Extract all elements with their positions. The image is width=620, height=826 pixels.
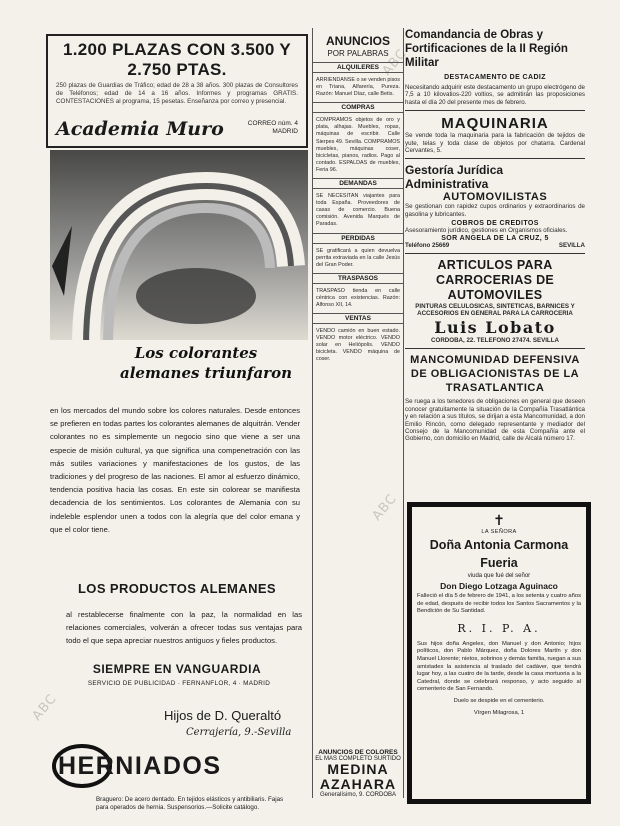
obituary-name-line2: Fueria — [480, 556, 518, 570]
academia-address-line1: CORREO núm. 4 — [247, 120, 298, 127]
section-head: COMPRAS — [313, 102, 403, 113]
section-text: SE NECESITAN viajantes para toda España. Proveedores de casas de comercio. Buena comisión. Avenida Marqués de Paradas. — [316, 193, 400, 228]
luis-lobato-brand: Luis Lobato — [434, 317, 556, 337]
gestoria-phone: Teléfono 25669 — [405, 241, 450, 249]
herniados-heading: HERNIADOS — [58, 752, 222, 780]
section-head: TRASPASOS — [313, 273, 403, 284]
section-text: SE gratificará a quien devuelva perrita extraviada en la calle Jesús del Gran Poder. — [316, 247, 400, 268]
mancomunidad-text: Se ruega a los tenedores de obligaciones en general que deseen conocer gratuitamente la situación de la Compañía Trasatlántica y en relación a sus títulos, se dirijan a esta Mancomunidad, a don Emilio Rincón, como delegado representante y mediador del Consejo de la Mancomunidad de esta Compañía ante el Gobierno, con domicilio en Madrid, calle de Alcalá número 17. — [405, 398, 585, 443]
academia-brand: Academia Muro — [56, 118, 224, 140]
art-caption-line1: Los colorantes — [134, 344, 258, 362]
gestoria-title: Gestoría Jurídica Administrativa — [405, 163, 504, 192]
abc-watermark: ABC — [29, 691, 61, 724]
obituary-viuda: viuda que fué del señor — [467, 573, 531, 579]
section-head: DEMANDAS — [313, 178, 403, 189]
obituary-label: LA SEÑORA — [481, 529, 517, 535]
medina-footer-a: ANUNCIOS DE COLORES — [318, 749, 398, 756]
gestoria-city: SEVILLA — [558, 241, 585, 249]
articulos-text: PINTURAS CELULOSICAS, SINTETICAS, BARNICES Y ACCESORIOS EN GENERAL PARA LA CARROCERIA — [415, 303, 575, 318]
academia-address — [248, 120, 298, 136]
medina-footer-c: MEDINA AZAHARA — [319, 761, 397, 792]
obituary-notice — [407, 502, 591, 804]
section-text: VENDO camión en buen estado. VENDO motor eléctrico. VENDO solar en Heliópolis. VENDO bicicleta. VENDO máquina de coser. — [316, 328, 400, 363]
classifieds-column — [312, 28, 404, 798]
divider — [405, 253, 585, 254]
comandancia-text: Necesitando adquirir este destacamento un grupo electrógeno de 7,5 a 10 kilovatios-220 voltios, se admitirán las proposiciones hasta el día 20 del presente mes de febrero. — [405, 84, 585, 106]
obituary-foot: Duelo se despide en el cementerio. — [453, 697, 545, 704]
rainbow-artwork — [46, 146, 308, 396]
gestoria-title2: AUTOMOVILISTAS — [442, 191, 548, 204]
comandancia-subtitle: DESTACAMENTO DE CADIZ — [444, 74, 546, 81]
academia-muro-ad — [46, 34, 308, 148]
medina-azahara-ad — [313, 749, 403, 798]
obituary-husband: Don Diego Lotzaga Aguinaco — [440, 581, 558, 591]
comandancia-title: Comandancia de Obras y Fortificaciones de la II Región Militar — [405, 29, 568, 69]
queralto-small: Braguero: De acero dentado. En tejidos elásticos y antibiliaris. Fajas para operados de hernia. Suspensorios.—Solicite catálogo. — [96, 796, 284, 811]
section-head: PERDIDAS — [313, 233, 403, 244]
queralto-ad — [46, 704, 308, 826]
abc-watermark: ABC — [379, 46, 411, 79]
queralto-title: Hijos de D. Queraltó — [164, 708, 282, 723]
service-line: SERVICIO DE PUBLICIDAD · FERNANFLOR, 4 · MADRID — [87, 680, 271, 687]
abc-watermark: ABC — [369, 491, 401, 524]
obituary-foot2: Vírgen Milagrosa, 1 — [473, 709, 525, 716]
left-column — [46, 28, 308, 811]
art-caption-line2: alemanes triunfaron — [120, 364, 292, 382]
obituary-rip: R. I. P. A. — [457, 621, 541, 635]
productos-text: al restablecerse finalmente con la paz, la normalidad en las relaciones comerciales, volverán a ofrecer todas sus ventajas para todo el que sepa apreciar nuestros antiguos y fieles productos. — [66, 610, 302, 646]
obituary-text2: Sus hijos doña Angeles, don Manuel y don Antonio; hijos políticos, don Pablo Márquez, doña Dolores Martín y don Manuel Llorente; nietos, sobrinos y demás familia, ruegan a sus amistades la asistencia al traslado del cadáver, que tendrá lugar hoy, a las cuatro de la tarde, desde la casa mortuoria a la Catedral, donde se celebrará responso, y acto seguido al cementerio de San Fernando. — [417, 640, 582, 693]
right-column — [405, 28, 585, 798]
academia-address-line2: MADRID — [272, 128, 298, 135]
gestoria-phone-city — [405, 242, 585, 249]
divider — [405, 348, 585, 349]
productos-alemanes-title: LOS PRODUCTOS ALEMANES — [77, 581, 277, 596]
queralto-subtitle: Cerrajería, 9.-Sevilla — [186, 727, 292, 738]
medina-footer-d: Generalísimo, 9. CORDOBA — [319, 792, 397, 798]
articulos-address: CORDOBA, 22. TELEFONO 27474. SEVILLA — [431, 336, 559, 344]
gestoria-text: Se gestionan con rapidez cupos ordinarios y extraordinarios de gasolina y lubricantes. — [405, 203, 585, 218]
siempre-vanguardia: SIEMPRE EN VANGUARDIA — [92, 662, 262, 676]
gestoria-address: SOR ANGELA DE LA CRUZ, 5 — [441, 234, 549, 242]
maquinaria-title: MAQUINARIA — [441, 115, 549, 133]
section-text: ARRIENDANSE o se venden pisos en Triana, Alfarería, Pureza. Razón: Manuel Díaz, calle Betis. — [316, 77, 400, 98]
section-head: VENTAS — [313, 313, 403, 324]
colorantes-text: en los mercados del mundo sobre los colores naturales. Desde entonces se prefieren en todas partes los colorantes alemanes de alquitrán. Vender colorantes no es simplemente un negocio sino que viene a ser una especie de misión cultural, ya que significa una compenetración con las más sutiles variaciones y manifestaciones de los gustos, de las tradiciones y del progreso de las naciones. El amor al esfuerzo dinámico, tendencia positiva hacia las cosas. En este sin colorear se manifiesta decadencia de los sentimientos. Los colorantes de Alemania con su indeleble esplendor unen a todos con la alegría que del color emana y que el color tiene. — [50, 406, 300, 534]
mancomunidad-title: MANCOMUNIDAD DEFENSIVA DE OBLIGACIONISTAS DE LA TRASATLANTICA — [410, 354, 580, 395]
academia-headline: 1.200 PLAZAS CON 3.500 Y 2.750 PTAS. — [63, 40, 291, 79]
anuncios-title: ANUNCIOS — [325, 34, 390, 48]
maquinaria-text: Se vende toda la maquinaria para la fabricación de tejidos de yute, telas y toda clase de objetos por chatarra. Cardenal Cervantes, 5. — [405, 132, 585, 155]
anuncios-subtitle: POR PALABRAS — [327, 49, 389, 58]
section-text: TRASPASO tienda en calle céntrica con existencias. Razón: Alfonso XII, 14. — [316, 287, 400, 308]
section-text: COMPRAMOS objetos de oro y plata, alhajas. Muebles, ropas, máquinas de escribir. Calle Sierpes 49. Sevilla. COMPRAMOS muebles, máquinas coser, bicicletas, pianos, radios. Pago al contado. ESPALDAS de muebles, Feria 96. — [316, 117, 400, 173]
divider — [405, 158, 585, 159]
gestoria-text2: Asesoramiento jurídico, gestiones en Organismos oficiales. — [405, 227, 568, 235]
medina-footer-b: EL MAS COMPLETO SURTIDO — [315, 756, 401, 762]
cross-icon: ✝ — [493, 513, 505, 529]
articulos-title: ARTICULOS PARA CARROCERIAS DE AUTOMOVILES — [435, 258, 555, 303]
divider — [405, 110, 585, 111]
obituary-text: Falleció el día 5 de febrero de 1941, a los setenta y cuatro años de edad, después de recibir todos los Santos Sacramentos y la Bendición de Su Santidad. — [417, 593, 581, 615]
academia-body: 250 plazas de Guardias de Tráfico; edad de 28 a 38 años. 300 plazas de Consultores de Teléfonos; edad de 14 a 16 años. Informes y programas GRATIS. CONTESTACIONES al programa, 15 pesetas. Enseñanza por correo y presencial. — [56, 82, 298, 106]
gestoria-sub: COBROS DE CREDITOS — [451, 220, 539, 228]
colorantes-illustration — [46, 146, 308, 396]
section-head: ALQUILERES — [313, 62, 403, 73]
obituary-name-line1: Doña Antonia Carmona — [429, 538, 569, 552]
